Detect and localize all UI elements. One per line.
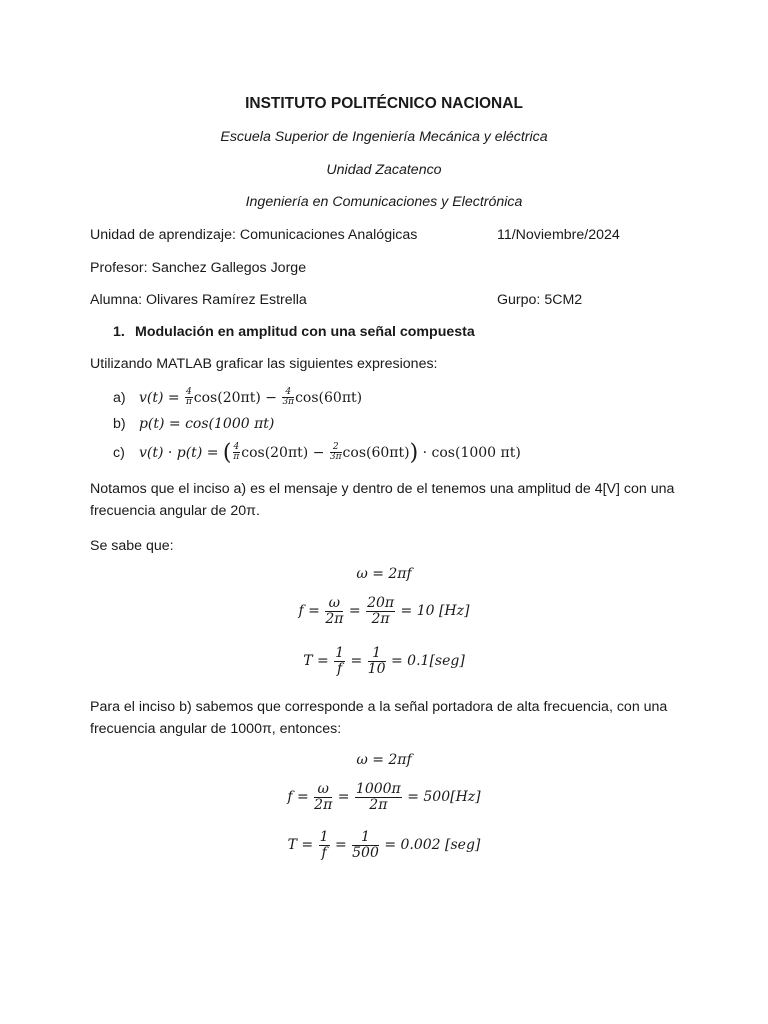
eq-rhs: = 10 [Hz] xyxy=(396,603,470,620)
left-paren: ( xyxy=(222,440,232,465)
equation-omega-2: ω = 2πf xyxy=(356,752,412,768)
eq-lhs: T = xyxy=(287,837,318,854)
professor-label: Profesor: Sanchez Gallegos Jorge xyxy=(90,260,307,276)
eq-c-end: · cos(1000 πt) xyxy=(418,444,521,461)
fraction xyxy=(325,596,343,626)
intro-text: Utilizando MATLAB graficar las siguientes expresiones: xyxy=(90,356,438,372)
equals: = xyxy=(344,603,366,620)
fraction xyxy=(334,646,345,676)
eq-rhs: = 0.1[seg] xyxy=(386,653,465,670)
denominator: 3π xyxy=(329,452,342,462)
list-item-c xyxy=(113,440,521,465)
numerator: 20π xyxy=(367,595,395,611)
numerator: 1 xyxy=(319,829,329,845)
eq-rhs: = 500[Hz] xyxy=(402,789,481,806)
document-title: INSTITUTO POLITÉCNICO NACIONAL xyxy=(245,95,523,112)
denominator: 500 xyxy=(352,844,379,861)
item-label: b) xyxy=(113,416,126,432)
equation-c xyxy=(138,440,521,465)
fraction xyxy=(319,830,330,860)
equation-period-1 xyxy=(0,646,768,676)
fraction xyxy=(282,388,294,408)
fraction xyxy=(368,646,386,676)
equals: = xyxy=(346,653,367,670)
numerator: 4 xyxy=(233,441,240,452)
denominator: f xyxy=(337,660,343,677)
equals: = xyxy=(330,837,352,854)
equation-b: p(t) = cos(1000 πt) xyxy=(138,416,275,432)
course-label: Unidad de aprendizaje: Comunicaciones Analógicas xyxy=(90,227,418,243)
equation-a xyxy=(138,387,363,408)
denominator: π xyxy=(185,397,192,408)
numerator: 4 xyxy=(186,387,192,397)
section-number: 1. xyxy=(113,324,125,340)
denominator: 2π xyxy=(314,796,333,813)
section-title: Modulación en amplitud con una señal compuesta xyxy=(135,324,475,340)
eq-c-lhs: v(t) · p(t) = xyxy=(138,444,223,461)
section-heading xyxy=(113,324,475,340)
numerator: ω xyxy=(314,782,332,798)
fraction xyxy=(233,443,241,463)
denominator: 2π xyxy=(325,610,344,627)
eq-a-end: cos(60πt) xyxy=(295,389,363,406)
paragraph-message: Notamos que el inciso a) es el mensaje y dentro de el tenemos una amplitud de 4[V] con una frecuencia angular de 20π. xyxy=(90,481,675,519)
numerator: 2 xyxy=(330,443,342,453)
unit-name: Unidad Zacatenco xyxy=(326,162,442,178)
school-name: Escuela Superior de Ingeniería Mecánica y eléctrica xyxy=(220,129,548,145)
numerator: ω xyxy=(325,596,343,612)
eq-lhs: f = xyxy=(298,603,325,620)
numerator: 1 xyxy=(368,646,386,662)
equation-omega-1: ω = 2πf xyxy=(356,566,412,582)
paragraph-known: Se sabe que: xyxy=(90,538,174,554)
numerator: 1 xyxy=(352,830,379,846)
item-label: a) xyxy=(113,389,126,406)
numerator: 4 xyxy=(282,388,294,398)
list-item-b xyxy=(113,416,274,432)
right-paren: ) xyxy=(409,440,419,465)
fraction xyxy=(330,443,342,463)
eq-a-lhs: v(t) = xyxy=(138,389,185,406)
eq-a-mid: cos(20πt) − xyxy=(193,389,282,406)
list-item-a xyxy=(113,388,362,408)
numerator: 1000π xyxy=(355,781,401,797)
equation-frequency-2 xyxy=(0,782,768,812)
equals: = xyxy=(333,789,354,806)
item-label: c) xyxy=(113,444,125,461)
denominator: 10 xyxy=(367,660,386,677)
eq-c-mid: cos(20πt) − xyxy=(241,444,329,461)
paragraph-carrier: Para el inciso b) sabemos que corresponde a la señal portadora de alta frecuencia, con una frecuencia angular de 1000π, entonces: xyxy=(90,699,668,737)
numerator: 1 xyxy=(335,645,345,661)
denominator: 2π xyxy=(371,610,390,627)
career-name: Ingeniería en Comunicaciones y Electrónica xyxy=(245,194,523,210)
eq-rhs: = 0.002 [seg] xyxy=(379,837,481,854)
fraction xyxy=(185,388,193,408)
denominator: 3π xyxy=(282,397,295,408)
denominator: π xyxy=(233,452,240,462)
date-label: 11/Noviembre/2024 xyxy=(497,227,620,243)
group-label: Gurpo: 5CM2 xyxy=(497,292,583,308)
denominator: f xyxy=(321,844,327,861)
eq-lhs: T = xyxy=(303,653,334,670)
eq-lhs: f = xyxy=(287,789,314,806)
fraction xyxy=(352,830,379,860)
student-label: Alumna: Olivares Ramírez Estrella xyxy=(90,292,307,308)
denominator: 2π xyxy=(369,796,388,813)
fraction xyxy=(366,596,395,626)
fraction xyxy=(355,782,402,812)
equation-frequency-1 xyxy=(0,596,768,626)
eq-c-inner-end: cos(60πt) xyxy=(342,444,410,461)
fraction xyxy=(314,782,332,812)
equation-period-2 xyxy=(0,830,768,860)
